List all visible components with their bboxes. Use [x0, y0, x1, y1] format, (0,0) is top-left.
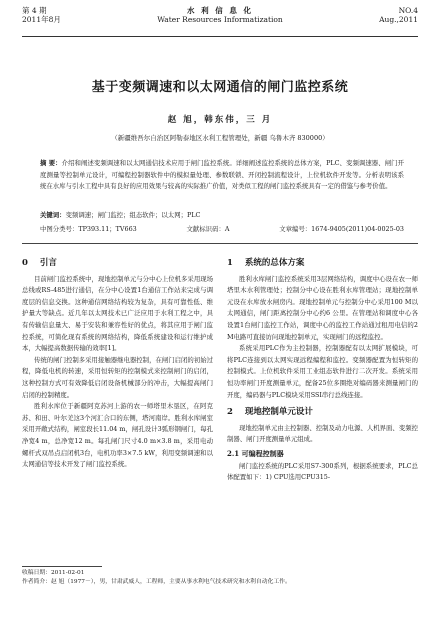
paragraph: 闸门监控系统的PLC采用S7-300系列，根据系统要求，PLC总体配置如下：1) CPU选用CPU315- — [227, 461, 418, 482]
left-column — [22, 258, 213, 471]
paragraph: 目前闸门监控系统中，现地控制单元与分中心上位机多采用现场总线或RS-485进行通信，在分中心设置1台通信工作站来完成与调度层的信息交换。这种通信网络结构较为复杂，具有可靠性低、维护量大等缺点。近几年以太网技术已广泛应用于水利工程之中，具有传输信息量大、易于安装和兼容性好的优点，将其应用于闸门监控系统，可简化现有系统的网络结构，降低系统建设和运行维护成本，大幅提高数据传输的效率[1]。 — [22, 274, 213, 353]
section-number: 0 — [22, 258, 28, 268]
article-affiliation: （新疆维吾尔自治区阿勒泰地区水利工程管理处，新疆 乌鲁木齐 830000） — [111, 134, 329, 142]
abstract-label: 摘 要： — [40, 159, 62, 167]
section-title: 系统的总体方案 — [244, 258, 305, 268]
issue-date: 2011年8月 — [22, 15, 61, 24]
running-header — [22, 6, 418, 46]
footnote — [22, 569, 418, 587]
article-title: 基于变频调速和以太网通信的闸门监控系统 — [91, 80, 349, 95]
issue-no-en: NO.4 — [398, 6, 418, 15]
article-authors: 赵 旭，韩东伟，三 月 — [167, 115, 273, 125]
section-heading-overview — [227, 258, 418, 270]
section-heading-local-control — [227, 407, 418, 419]
section-heading-intro — [22, 258, 213, 270]
abstract-text: 介绍和阐述变频调速和以太网通信技术应用于闸门监控系统。详细阐述监控系统的总体方案，PLC、变频调速器、闸门开度测量等控制单元设计，可编程控制器软件中的模拟量处理、参数联锁、开闭控制流程设计，上位机软件开发等。分析表明该系统在水库与引水工程中具有良好的应用效果与较高的实际推广价值，对类似工程的闸门监控系统具有一定的借鉴与参考价值。 — [40, 159, 404, 190]
classification-line — [40, 225, 404, 234]
paragraph: 系统采用PLC作为主控制器，控制器配有以太网扩展模块，可将PLC连接到以太网实现远程编程和监控。变频器配置为恒转矩的控制模式。上位机软件采用工业组态软件进行二次开发。系统采用恒功率闸门开度测量单元，配备25位多圈绝对编码器来测量闸门的开度，编码器与PLC模块采用SSI串行总线连接。 — [227, 344, 418, 399]
header-rule — [22, 36, 418, 37]
right-column — [227, 258, 418, 484]
received-date: 收稿日期：2011-02-01 — [22, 570, 85, 576]
subsection-heading-plc: 2.1 可编程控制器 — [227, 448, 284, 458]
header-center — [22, 6, 418, 24]
section-number: 2 — [227, 407, 233, 418]
section-title: 现地控制单元设计 — [244, 407, 313, 418]
class-number: 中图分类号：TP393.11；TV663 — [40, 225, 137, 233]
paragraph: 现地控制单元由主控制器、控制及动力电源、人机界面、变频控制器、闸门开度测量单元组成。 — [227, 423, 418, 444]
journal-name-cn: 水 利 信 息 化 — [187, 6, 253, 15]
section-number: 1 — [227, 258, 233, 268]
author-bio: 作者简介：赵 旭（1977－），男，甘肃武威人，工程师，主要从事水利电气技术研究和水利自动化工作。 — [22, 579, 291, 585]
header-right — [379, 6, 418, 24]
keywords — [40, 211, 404, 220]
document-code: 文献标识码：A — [186, 225, 230, 233]
footnote-rule — [22, 566, 102, 567]
article-number: 文章编号：1674-9405(2011)04-0025-03 — [279, 225, 404, 233]
paragraph: 胜利水库位于新疆阿克苏河上游的农一师塔里木垦区，在阿克苏、和田、叶尔羌这3个河汇合口的东侧，塔河南岸。胜利水库闸室采用开敞式结构，闸室段长11.04 m，闸孔设计3弧形钢闸门，每孔净宽4 m，总净宽12 m。每孔闸门尺寸4.0 m×3.8 m，采用电动螺杆式双吊点启闭机3台，电机功率3×7.5 kW，利用变频调速和以太网通信等技术开发了闸门监控系统。 — [22, 402, 213, 469]
keywords-text: 变频调速；闸门监控；组态软件；以太网；PLC — [65, 211, 201, 219]
issue-number: 第 4 期 — [22, 6, 47, 15]
keywords-label: 关键词： — [40, 211, 66, 219]
section-title: 引言 — [39, 258, 57, 268]
abstract-rule — [22, 243, 418, 244]
issue-date-en: Aug.,2011 — [379, 15, 418, 24]
paragraph: 胜利水库闸门监控系统采用3层网络结构，调度中心设在农一师塔里木水利管理处；控制分中心设在胜利水库管理站；现地控制单元设在水库放水闸房内。现地控制单元与控制分中心采用100 M以太网通信，闸门距离控制分中心约6 公里。在管理站和调度中心各设置1台闸门监控工作站，调度中心的监控工作站通过租用电信的2 M电路可直接访问现地控制单元，实现闸门的远程监控。 — [227, 274, 418, 341]
paragraph: 传统的闸门控制多采用接触器继电器控制，在闸门启闭的初始过程，降低电机的转速，采用恒转矩的控制模式来控制闸门的启闭，这种控制方式可有效降低启闭设备机械部分的冲击，大幅提高闸门启闭的控制精度。 — [22, 355, 213, 399]
abstract — [40, 158, 404, 193]
journal-name-en: Water Resources Informatization — [157, 15, 283, 24]
